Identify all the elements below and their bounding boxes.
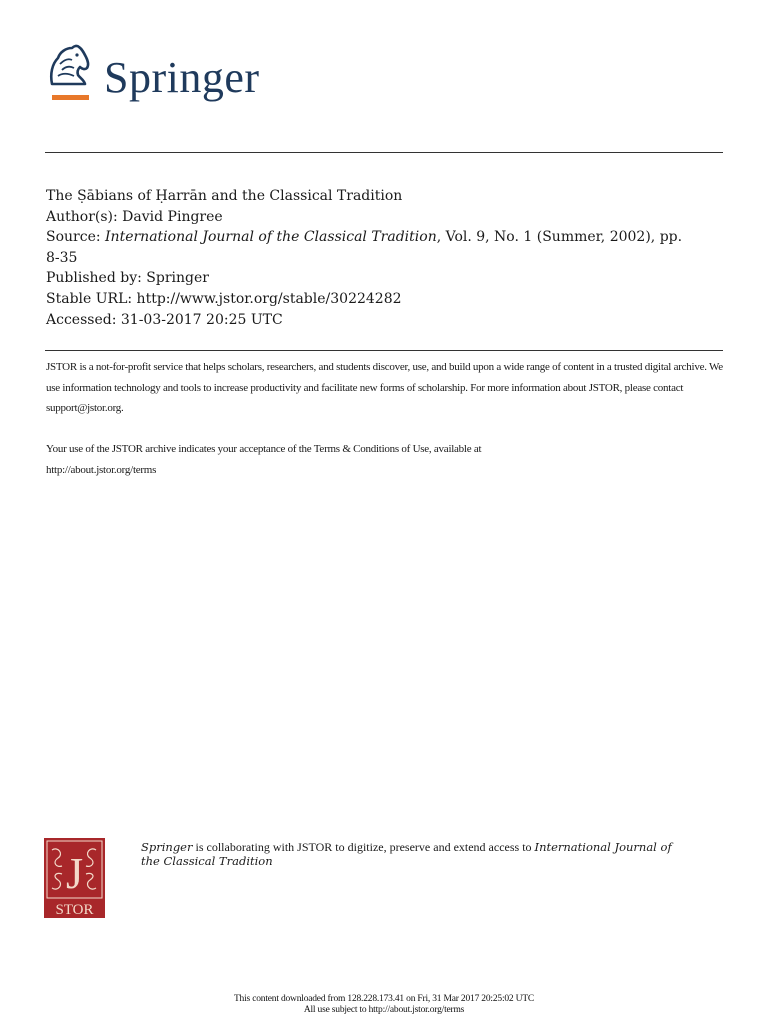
jstor-logo-icon	[44, 838, 105, 918]
springer-logo	[44, 44, 274, 104]
stable-url-link[interactable]: http://www.jstor.org/stable/30224282	[136, 290, 402, 307]
article-accessed: Accessed: 31-03-2017 20:25 UTC	[46, 311, 283, 328]
footer-line-2: All use subject to http://about.jstor.org/terms	[303, 1005, 465, 1015]
chess-knight-horse-icon	[44, 44, 92, 104]
article-publisher: Published by: Springer	[46, 270, 209, 287]
article-title: The Ṣābians of Ḥarrān and the Classical Tradition	[46, 188, 403, 204]
terms-link[interactable]: http://about.jstor.org/terms	[46, 463, 157, 476]
notice-paragraph-2: Your use of the JSTOR archive indicates your acceptance of the Terms & Conditions of Use, available at http://about.jstor.org/terms	[46, 443, 482, 476]
top-divider	[45, 152, 723, 153]
collaboration-block	[44, 838, 724, 920]
article-stable-url: Stable URL: http://www.jstor.org/stable/30224282	[46, 290, 402, 307]
article-metadata	[46, 186, 726, 330]
author-name: David Pingree	[122, 208, 223, 225]
middle-divider	[45, 350, 723, 351]
source-journal: International Journal of the Classical Tradition	[105, 229, 437, 246]
svg-text:J: J	[65, 849, 84, 898]
article-authors: Author(s): David Pingree	[46, 208, 223, 225]
collab-publisher: Springer	[141, 840, 193, 854]
download-footer	[0, 994, 768, 1016]
jstor-notice	[46, 357, 726, 501]
jstor-logo-text: STOR	[55, 902, 94, 918]
collab-journal: International Journal of the Classical Tradition	[141, 840, 672, 868]
article-pages: 8-35	[46, 249, 78, 266]
collaboration-text: Springer is collaborating with JSTOR to digitize, preserve and extend access to International Journal of the Classical Tradition	[141, 840, 672, 868]
notice-paragraph-1: JSTOR is a not-for-profit service that helps scholars, researchers, and students discover, use, and build upon a wide range of content in a trusted digital archive. We use information technology and tools to increase productivity and facilitate new forms of scholarship. For more information about JSTOR, please contact support@jstor.org.	[46, 361, 723, 414]
article-source: Source: International Journal of the Classical Tradition, Vol. 9, No. 1 (Summer, 2002), pp.	[46, 229, 683, 246]
footer-line-1: This content downloaded from 128.228.173.41 on Fri, 31 Mar 2017 20:25:02 UTC	[233, 994, 535, 1004]
springer-wordmark: Springer	[104, 53, 260, 102]
